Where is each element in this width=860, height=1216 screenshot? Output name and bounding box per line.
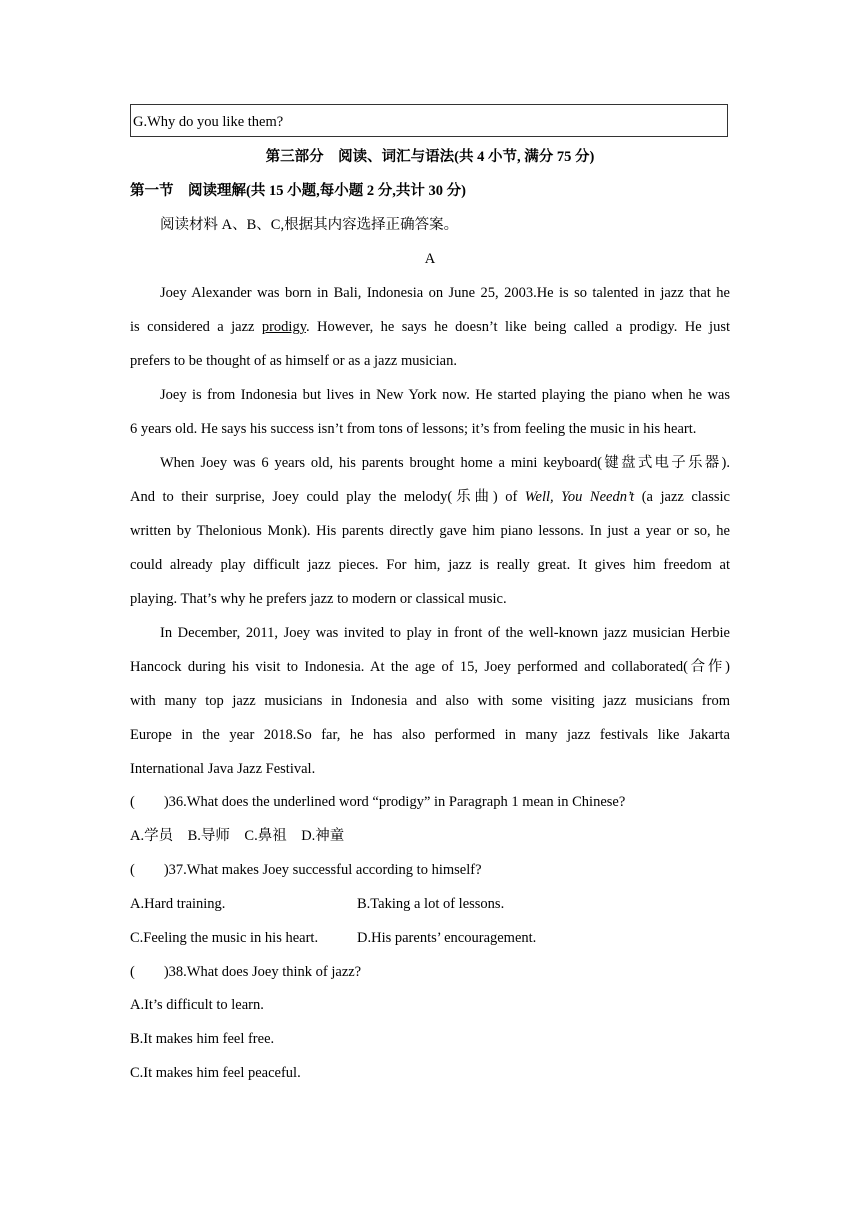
p4-line4: Europe in the year 2018.So far, he has also performed in many jazz festivals like Jakarta — [130, 727, 730, 743]
p4-line3: with many top jazz musicians in Indonesia and also with some visiting jazz musicians from — [130, 693, 730, 709]
option-g-text: G.Why do you like them? — [133, 114, 284, 130]
p1-line2 — [130, 318, 730, 336]
section-title: 第一节 阅读理解(共 15 小题,每小题 2 分,共计 30 分) — [130, 183, 466, 199]
p1-line1: Joey Alexander was born in Bali, Indonesia on June 25, 2003.He is so talented in jazz that he — [160, 285, 730, 301]
p3-line5: playing. That’s why he prefers jazz to modern or classical music. — [130, 591, 507, 607]
prodigy-underlined-word: prodigy — [261, 319, 307, 335]
p3-line3: written by Thelonious Monk). His parents directly gave him piano lessons. In just a year or so, he — [130, 523, 730, 539]
q37-options-row2 — [130, 929, 730, 947]
part-title: 第三部分 阅读、词汇与语法(共 4 小节, 满分 75 分) — [265, 149, 595, 165]
p4-line2: Hancock during his visit to Indonesia. At the age of 15, Joey performed and collaborated(合作) — [130, 659, 730, 675]
p4-line1: In December, 2011, Joey was invited to play in front of the well-known jazz musician Herbie — [160, 625, 730, 641]
p4-line5: International Java Jazz Festival. — [130, 761, 316, 777]
q37-option-b: B.Taking a lot of lessons. — [357, 896, 505, 912]
p3-line2-a: And to their surprise, Joey could play the melody(乐曲) of — [130, 489, 525, 505]
passage-label: A — [424, 251, 436, 267]
p1-line2-a: is considered a jazz — [130, 319, 262, 335]
q38-stem: ( )38.What does Joey think of jazz? — [130, 964, 362, 980]
p3-line2-b: (a jazz classic — [634, 489, 730, 505]
p3-line4: could already play difficult jazz pieces. For him, jazz is really great. It gives him freedom at — [130, 557, 730, 573]
q36-stem: ( )36.What does the underlined word “prodigy” in Paragraph 1 mean in Chinese? — [130, 794, 626, 810]
p1-line2-b: . However, he says he doesn’t like being called a prodigy. He just — [306, 319, 730, 335]
q37-stem: ( )37.What makes Joey successful according to himself? — [130, 862, 482, 878]
p1-line3: prefers to be thought of as himself or as a jazz musician. — [130, 353, 457, 369]
q38-option-a: A.It’s difficult to learn. — [130, 997, 264, 1013]
instruction: 阅读材料 A、B、C,根据其内容选择正确答案。 — [160, 217, 459, 233]
q37-options-row1 — [130, 895, 730, 913]
q38-option-c: C.It makes him feel peaceful. — [130, 1065, 301, 1081]
p2-line2: 6 years old. He says his success isn’t from tons of lessons; it’s from feeling the music in his heart. — [130, 421, 697, 437]
p3-line1: When Joey was 6 years old, his parents brought home a mini keyboard(键盘式电子乐器). — [160, 455, 730, 471]
q38-option-b: B.It makes him feel free. — [130, 1031, 275, 1047]
q37-option-d: D.His parents’ encouragement. — [357, 930, 537, 946]
p2-line1: Joey is from Indonesia but lives in New York now. He started playing the piano when he was — [160, 387, 730, 403]
q36-options: A.学员 B.导师 C.鼻祖 D.神童 — [130, 828, 345, 844]
song-title: Well, You Needn’t — [524, 489, 635, 505]
p3-line2 — [130, 488, 730, 506]
q37-option-a: A.Hard training. — [130, 896, 226, 912]
q37-option-c: C.Feeling the music in his heart. — [130, 930, 319, 946]
option-g-box — [130, 104, 728, 137]
